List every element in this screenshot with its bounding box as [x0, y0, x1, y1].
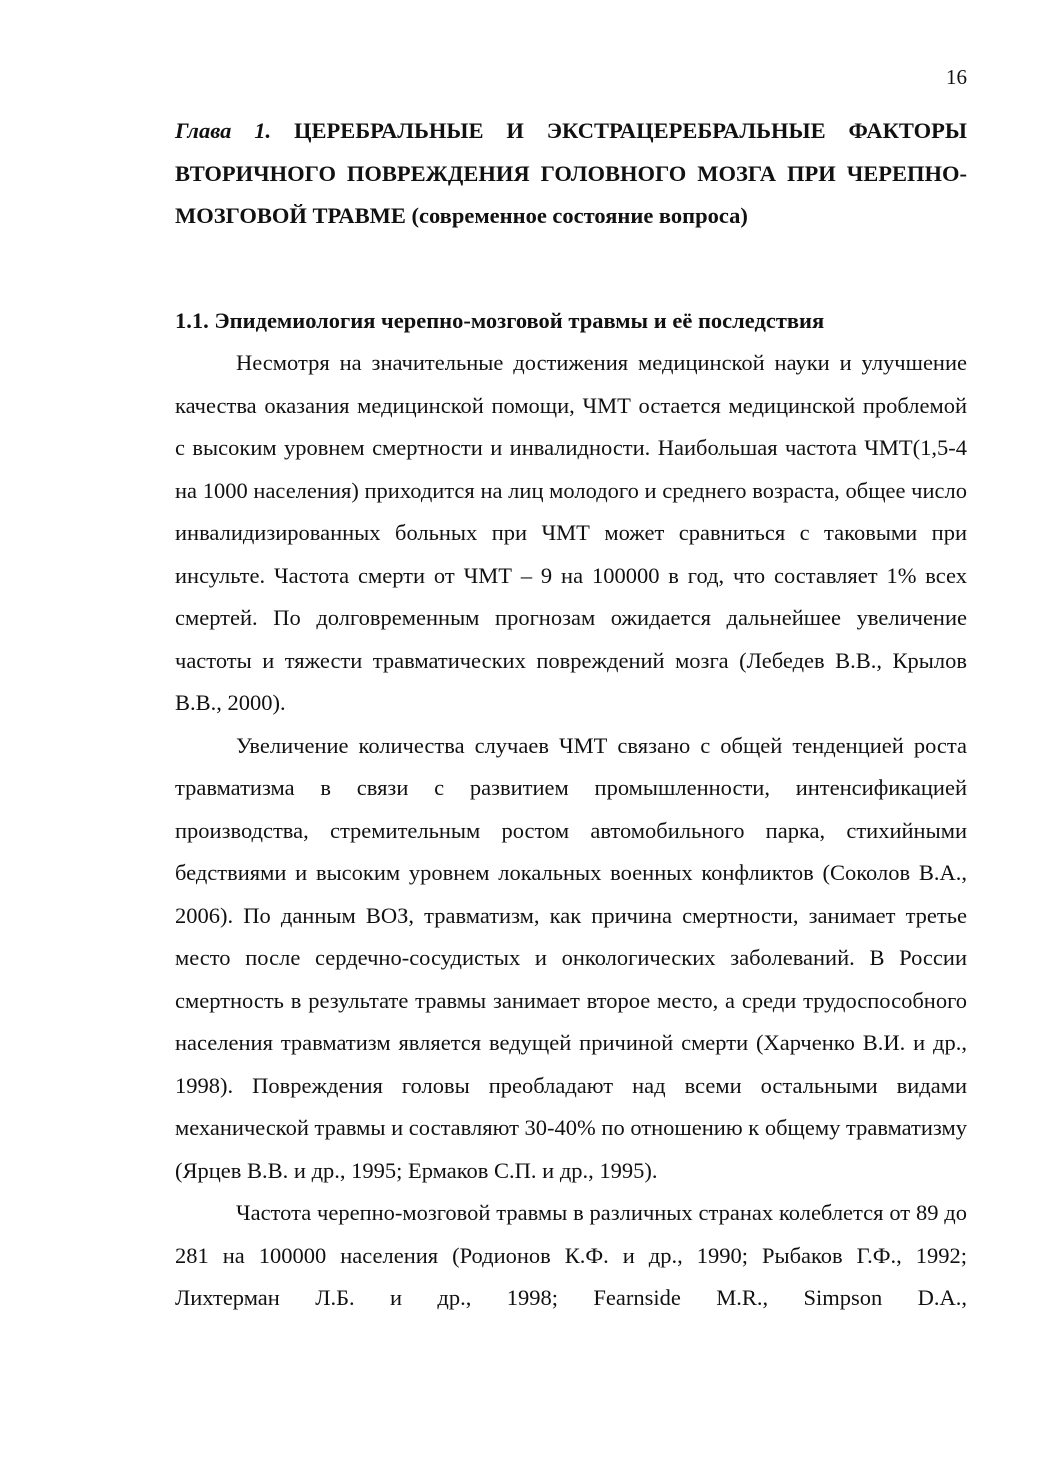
section-heading: 1.1. Эпидемиология черепно-мозговой травмы и её последствия: [175, 307, 825, 333]
paragraph-2: Увеличение количества случаев ЧМТ связано с общей тенденцией роста травматизма в связи с развитием промышленности, интенсификацией производства, стремительным ростом автомобильного парка, стихийными бедствиями и высоким уровнем локальных военных конфликтов (Соколов В.А., 2006). По данным ВОЗ, травматизм, как причина смертности, занимает третье место после сердечно-сосудистых и онкологических заболеваний. В России смертность в результате травмы занимает второе место, а среди трудоспособного населения травматизм является ведущей причиной смерти (Харченко В.И. и др., 1998). Повреждения головы преобладают над всеми остальными видами механической травмы и составляют 30-40% по отношению к общему травматизму (Ярцев В.В. и др., 1995; Ермаков С.П. и др., 1995).: [175, 732, 967, 1183]
chapter-title: [175, 110, 967, 238]
chapter-label: Глава 1.: [175, 118, 272, 143]
paragraph-1: Несмотря на значительные достижения медицинской науки и улучшение качества оказания медицинской помощи, ЧМТ остается медицинской проблемой с высоким уровнем смертности и инвалидности. Наибольшая частота ЧМТ(1,5-4 на 1000 населения) приходится на лиц молодого и среднего возраста, общее число инвалидизированных больных при ЧМТ может сравниться с таковыми при инсульте. Частота смерти от ЧМТ – 9 на 100000 в год, что составляет 1% всех смертей. По долговременным прогнозам ожидается дальнейшее увеличение частоты и тяжести травматических повреждений мозга (Лебедев В.В., Крылов В.В., 2000).: [175, 350, 967, 715]
paragraph-3: Частота черепно-мозговой травмы в различных странах колеблется от 89 до 281 на 100000 населения (Родионов К.Ф. и др., 1990; Рыбаков Г.Ф., 1992; Лихтерман Л.Б. и др., 1998; Fearnside M.R., Simpson D.A.,: [175, 1200, 967, 1310]
page-content: [175, 110, 967, 1320]
chapter-title-text: ЦЕРЕБРАЛЬНЫЕ И ЭКСТРАЦЕРЕБРАЛЬНЫЕ ФАКТОРЫ ВТОРИЧНОГО ПОВРЕЖДЕНИЯ ГОЛОВНОГО МОЗГА ПРИ ЧЕРЕПНО-МОЗГОВОЙ ТРАВМЕ (современное состояние вопроса): [175, 118, 967, 228]
page-number: 16: [946, 65, 967, 89]
